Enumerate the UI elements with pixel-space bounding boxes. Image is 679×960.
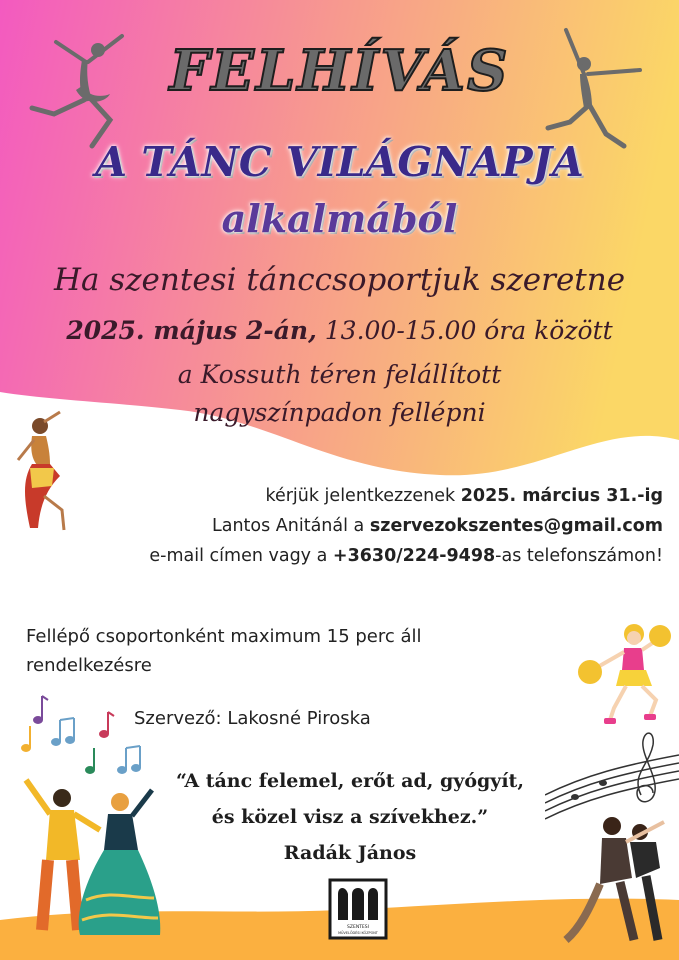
poster-title: FELHÍVÁS [169, 38, 510, 104]
event-date: 2025. május 2-án, [66, 316, 317, 345]
logo [328, 878, 388, 940]
event-name: A TÁNC VILÁGNAPJA [95, 138, 584, 186]
invite-line-1: Ha szentesi tánccsoportjuk szeretne [53, 262, 626, 298]
event-occasion: alkalmából [221, 196, 458, 241]
contact-phone-post: -as telefonszámon! [495, 546, 663, 566]
performance-limit-line-1: Fellépő csoportonként maximum 15 perc áll [26, 626, 422, 647]
contact-phone-pre: e-mail címen vagy a [149, 546, 333, 566]
folk-dance-couple-icon [20, 770, 170, 945]
quote-line-2: és közel visz a szívekhez.” [211, 806, 489, 828]
contact-person: Lantos Anitánál a [211, 516, 370, 536]
ballet-dancer-left-icon [26, 28, 136, 158]
contact-deadline [265, 486, 663, 506]
performance-limit-line-2: rendelkezésre [26, 655, 152, 676]
music-notes-icon [18, 690, 148, 780]
cheerleader-icon [572, 620, 672, 730]
contact-phone-line [149, 546, 663, 566]
organizer: Szervező: Lakosné Piroska [134, 708, 371, 729]
invite-line-4: nagyszínpadon fellépni [193, 398, 486, 427]
logo-text-1: SZENTESI [347, 925, 369, 930]
quote-line-1: “A tánc felemel, erőt ad, gyógyít, [176, 770, 524, 792]
quote-author: Radák János [283, 842, 417, 864]
indian-dancer-icon [10, 410, 80, 535]
invite-line-3: a Kossuth téren felállított [177, 360, 502, 389]
deadline-date: 2025. március 31.-ig [460, 486, 663, 506]
contact-deadline-text: kérjük jelentkezzenek [265, 486, 461, 506]
tango-couple-icon [560, 808, 675, 948]
event-time: 13.00-15.00 óra között [316, 316, 613, 345]
logo-text-2: MŰVELŐDÉSI KÖZPONT [338, 931, 378, 935]
ballet-dancer-right-icon [540, 24, 650, 159]
contact-phone[interactable]: +3630/224-9498 [332, 546, 496, 566]
contact-email-line [212, 516, 663, 536]
contact-email[interactable]: szervezokszentes@gmail.com [369, 516, 663, 536]
treble-clef-icon [545, 725, 679, 820]
invite-date-line [0, 316, 679, 345]
